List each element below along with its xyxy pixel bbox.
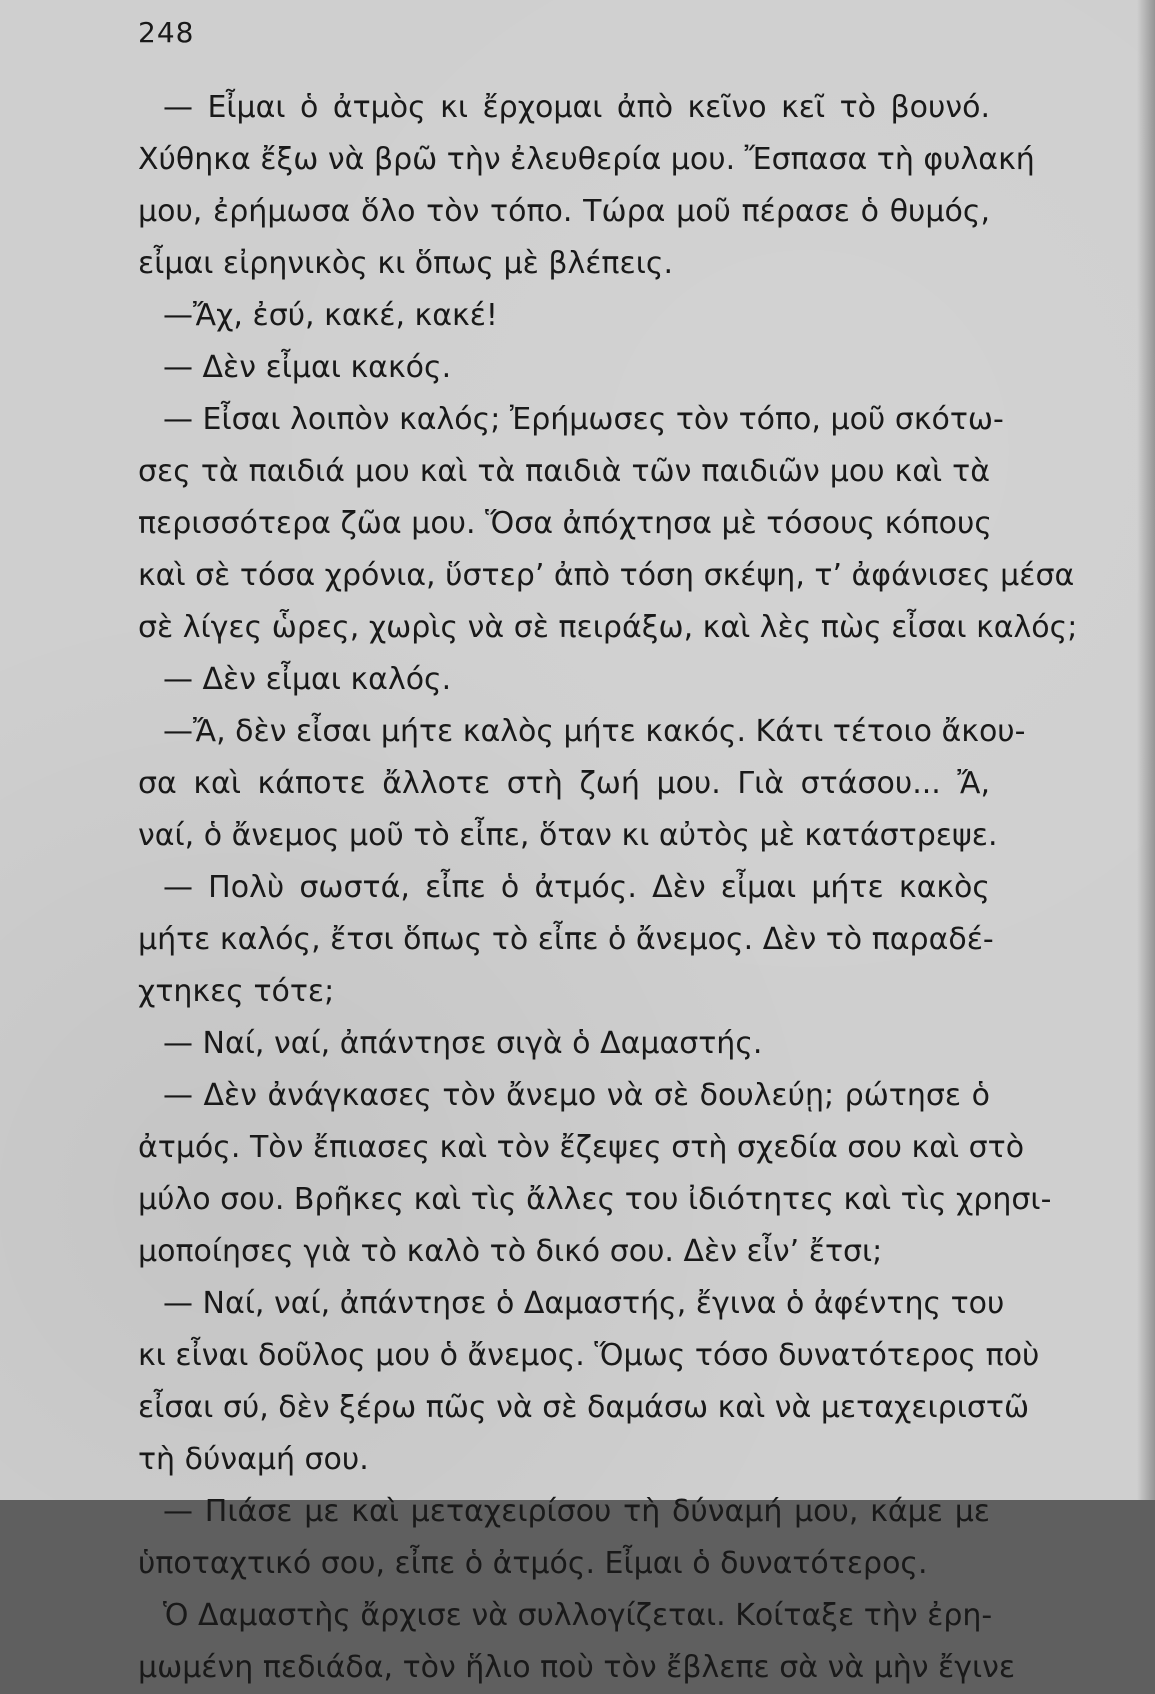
text-line: εἶσαι σύ, δὲν ξέρω πῶς νὰ σὲ δαμάσω καὶ νὰ μεταχειριστῶ xyxy=(138,1390,1030,1425)
text-line: μήτε καλός, ἔτσι ὅπως τὸ εἶπε ὁ ἄνεμος. Δὲν τὸ παραδέ- xyxy=(138,922,994,957)
text-line: ὑποταχτικό σου, εἶπε ὁ ἀτμός. Εἶμαι ὁ δυνατότερος. xyxy=(138,1546,928,1581)
text-line: περισσότερα ζῶα μου. Ὅσα ἀπόχτησα μὲ τόσους κόπους xyxy=(138,506,993,541)
text-line: ἀτμός. Τὸν ἔπιασες καὶ τὸν ἔζεψες στὴ σχεδία σου καὶ στὸ xyxy=(138,1130,1025,1165)
text-line: —Ἄχ, ἐσύ, κακέ, κακέ! xyxy=(163,298,498,333)
text-line: σες τὰ παιδιά μου καὶ τὰ παιδιὰ τῶν παιδιῶν μου καὶ τὰ xyxy=(138,454,990,489)
text-line: —Ἄ, δὲν εἶσαι μήτε καλὸς μήτε κακός. Κάτι τέτοιο ἄκου- xyxy=(163,714,1026,749)
text-line: εἶμαι εἰρηνικὸς κι ὅπως μὲ βλέπεις. xyxy=(138,246,674,281)
text-line: — Δὲν ἀνάγκασες τὸν ἄνεμο νὰ σὲ δουλεύῃ; ρώτησε ὁ xyxy=(163,1078,990,1113)
text-line: — Πολὺ σωστά, εἶπε ὁ ἀτμός. Δὲν εἶμαι μήτε κακὸς xyxy=(163,870,990,905)
text-line: ναί, ὁ ἄνεμος μοῦ τὸ εἶπε, ὅταν κι αὐτὸς μὲ κατάστρεψε. xyxy=(138,818,998,853)
text-line: χτηκες τότε; xyxy=(138,974,335,1009)
text-line: — Δὲν εἶμαι καλός. xyxy=(163,662,452,697)
body-text xyxy=(138,82,1078,1694)
text-line: — Πιάσε με καὶ μεταχειρίσου τὴ δύναμή μου, κάμε με xyxy=(163,1494,990,1529)
text-line: τὴ δύναμή σου. xyxy=(138,1442,369,1477)
text-line: μωμένη πεδιάδα, τὸν ἥλιο ποὺ τὸν ἔβλεπε σὰ νὰ μὴν ἔγινε xyxy=(138,1650,1016,1685)
text-line: μου, ἐρήμωσα ὅλο τὸν τόπο. Τώρα μοῦ πέρασε ὁ θυμός, xyxy=(138,194,990,229)
text-line: — Εἶμαι ὁ ἀτμὸς κι ἔρχομαι ἀπὸ κεῖνο κεῖ τὸ βουνό. xyxy=(163,90,990,125)
text-line: Χύθηκα ἔξω νὰ βρῶ τὴν ἐλευθερία μου. Ἔσπασα τὴ φυλακή xyxy=(138,142,1035,177)
page-edge-shadow xyxy=(1137,0,1155,1500)
text-line: σὲ λίγες ὧρες, χωρὶς νὰ σὲ πειράξω, καὶ λὲς πὼς εἶσαι καλός; xyxy=(138,610,1078,645)
text-line: — Εἶσαι λοιπὸν καλός; Ἐρήμωσες τὸν τόπο, μοῦ σκότω- xyxy=(163,402,1004,437)
text-line: — Δὲν εἶμαι κακός. xyxy=(163,350,452,385)
text-line: καὶ σὲ τόσα χρόνια, ὕστερ’ ἀπὸ τόση σκέψη, τ’ ἀφάνισες μέσα xyxy=(138,558,1075,593)
text-line: κι εἶναι δοῦλος μου ὁ ἄνεμος. Ὅμως τόσο δυνατότερος ποὺ xyxy=(138,1338,1040,1373)
text-line: σα καὶ κάποτε ἄλλοτε στὴ ζωή μου. Γιὰ στάσου... Ἄ, xyxy=(138,766,990,801)
page-number: 248 xyxy=(138,16,195,49)
text-line: μύλο σου. Βρῆκες καὶ τὶς ἄλλες του ἰδιότητες καὶ τὶς χρησι- xyxy=(138,1182,1052,1217)
text-line: Ὁ Δαμαστὴς ἄρχισε νὰ συλλογίζεται. Κοίταξε τὴν ἐρη- xyxy=(163,1598,993,1633)
text-line: — Ναί, ναί, ἀπάντησε ὁ Δαμαστής, ἔγινα ὁ ἀφέντης του xyxy=(163,1286,1005,1321)
text-line: — Ναί, ναί, ἀπάντησε σιγὰ ὁ Δαμαστής. xyxy=(163,1026,763,1061)
text-line: μοποίησες γιὰ τὸ καλὸ τὸ δικό σου. Δὲν εἶν’ ἔτσι; xyxy=(138,1234,883,1269)
